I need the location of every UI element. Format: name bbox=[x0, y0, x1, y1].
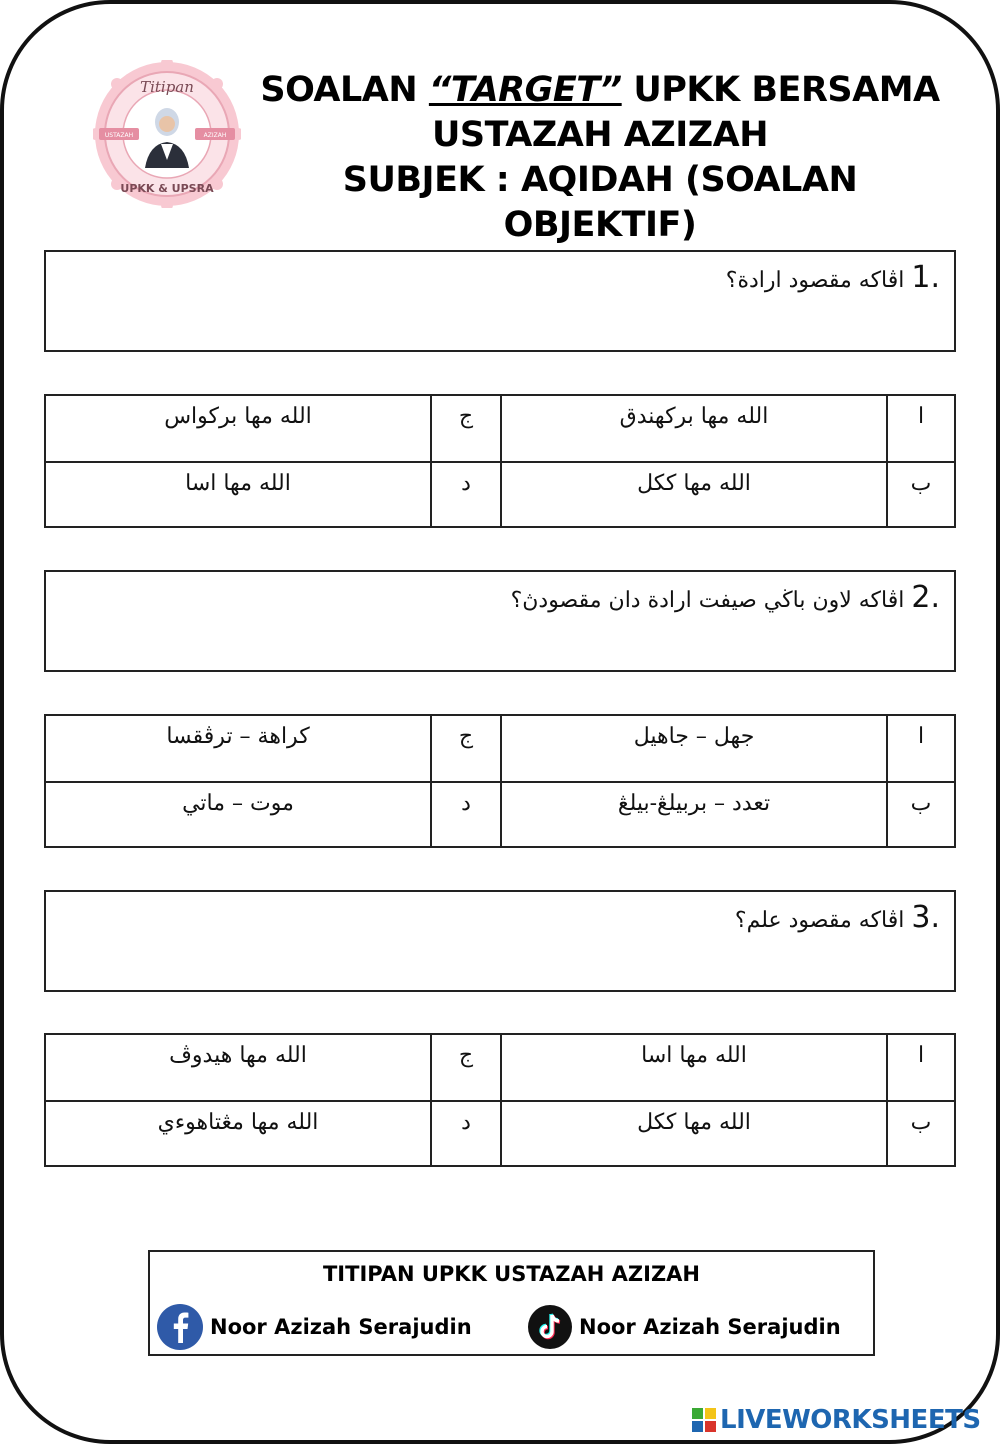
option-letter-2a: ا bbox=[917, 724, 925, 749]
tiktok-contact[interactable] bbox=[527, 1304, 841, 1350]
option-answer-2b[interactable]: تعدد – بربيلڠ-بيلڠ bbox=[617, 791, 771, 816]
question-box-2 bbox=[44, 570, 956, 672]
options-table-2 bbox=[44, 714, 956, 848]
option-answer-1a[interactable]: الله مها بركهندق bbox=[619, 404, 769, 429]
option-answer-2d[interactable]: موت – ماتي bbox=[182, 791, 294, 816]
option-answer-1c[interactable]: الله مها بركواس bbox=[164, 404, 312, 429]
option-letter-2b: ب bbox=[910, 791, 932, 816]
tiktok-name: Noor Azizah Serajudin bbox=[579, 1315, 841, 1339]
facebook-name: Noor Azizah Serajudin bbox=[210, 1315, 472, 1339]
tiktok-icon bbox=[527, 1304, 573, 1350]
question-text-3: 3. اڤاكه مقصود علم؟ bbox=[734, 900, 940, 935]
worksheet-title bbox=[255, 68, 945, 248]
option-answer-3b[interactable]: الله مها ككل bbox=[637, 1110, 751, 1135]
option-letter-3a: ا bbox=[917, 1043, 925, 1068]
title-line-2: USTAZAH AZIZAH bbox=[431, 115, 769, 155]
liveworksheets-brand[interactable] bbox=[692, 1402, 981, 1438]
titipan-logo bbox=[93, 60, 241, 208]
table-divider bbox=[46, 781, 954, 783]
options-table-3 bbox=[44, 1033, 956, 1167]
liveworksheets-logo-icon bbox=[692, 1408, 716, 1432]
options-table-1 bbox=[44, 394, 956, 528]
facebook-contact[interactable] bbox=[156, 1304, 472, 1350]
question-box-1 bbox=[44, 250, 956, 352]
footer-title: TITIPAN UPKK USTAZAH AZIZAH bbox=[322, 1262, 700, 1286]
logo-right-ribbon: AZIZAH bbox=[203, 132, 227, 139]
option-answer-1b[interactable]: الله مها ككل bbox=[637, 471, 751, 496]
logo-left-ribbon: USTAZAH bbox=[104, 132, 134, 139]
option-letter-1a: ا bbox=[917, 404, 925, 429]
logo-top-text: Titipan bbox=[140, 78, 194, 96]
option-letter-2c: ج bbox=[458, 724, 474, 749]
option-answer-3c[interactable]: الله مها هيدوڤ bbox=[169, 1043, 307, 1068]
option-answer-2c[interactable]: كراهة – ترڤقسا bbox=[166, 724, 310, 749]
footer-box bbox=[148, 1250, 875, 1356]
title-line-1: SOALAN “TARGET” UPKK BERSAMA bbox=[260, 70, 940, 110]
option-letter-3b: ب bbox=[910, 1110, 932, 1135]
title-line-3: SUBJEK : AQIDAH (SOALAN OBJEKTIF) bbox=[342, 160, 858, 245]
facebook-icon bbox=[156, 1303, 204, 1351]
option-letter-3c: ج bbox=[458, 1043, 474, 1068]
option-answer-3a[interactable]: الله مها اسا bbox=[641, 1043, 747, 1068]
option-answer-3d[interactable]: الله مها مڠتاهوءي bbox=[157, 1110, 319, 1135]
option-letter-1b: ب bbox=[910, 471, 932, 496]
option-letter-2d: د bbox=[461, 791, 471, 816]
question-box-3 bbox=[44, 890, 956, 992]
option-letter-1c: ج bbox=[458, 404, 474, 429]
title-target-word: “TARGET” bbox=[428, 70, 622, 110]
table-divider bbox=[46, 461, 954, 463]
logo-bottom-text: UPKK & UPSRA bbox=[120, 182, 214, 195]
option-letter-1d: د bbox=[461, 471, 471, 496]
question-text-2: 2. اڤاكه لاون باڬي صيفت ارادة دان مقصودڽ؟ bbox=[510, 580, 940, 615]
table-divider bbox=[46, 1100, 954, 1102]
liveworksheets-text: LIVEWORKSHEETS bbox=[720, 1405, 981, 1435]
question-text-1: 1. اڤاكه مقصود ارادة؟ bbox=[725, 260, 940, 295]
option-answer-2a[interactable]: جهل – جاهيل bbox=[633, 724, 755, 749]
option-answer-1d[interactable]: الله مها اسا bbox=[185, 471, 291, 496]
option-letter-3d: د bbox=[461, 1110, 471, 1135]
